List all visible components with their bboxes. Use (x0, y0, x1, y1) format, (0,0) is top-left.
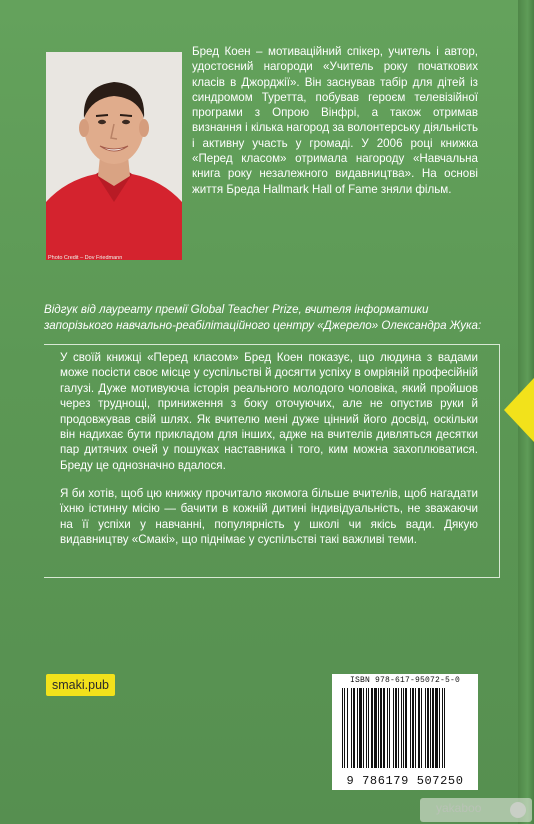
publisher-website: smaki.pub (46, 674, 115, 696)
barcode-bars (338, 688, 472, 770)
isbn-barcode (332, 674, 478, 790)
watermark-logo-icon (510, 802, 526, 818)
yellow-tab-marker (504, 378, 534, 442)
watermark-text: yakaboo (436, 801, 482, 815)
review-paragraph: У своїй книжці «Перед класом» Бред Коен показує, що людина з вадами може посісти своє місце у суспільстві й досягти успіху в омріяній професійній галузі. Дуже мотивуюча історія реального молодого чоловіка, який пройшов через труднощі, приниження з боку оточуючих, але не опустив руки й продовжував свій шлях. Як вчителю мені дуже цінний його досвід, оскільки він надихає бути прикладом для інших, адже на вчителів дивляться десятки пар дитячих очей у пошуках наставника і того, ким можна захоплюватися. Бреду це однозначно вдалося. (60, 351, 478, 472)
photo-credit: Photo Credit – Dov Friedmann (48, 255, 123, 261)
author-photo (46, 52, 182, 260)
isbn-label: ISBN 978-617-95072-5-0 (349, 676, 461, 685)
review-paragraph: Я би хотів, щоб цю книжку прочитало якомога більше вчителів, щоб нагадати їхню істинну місію — бачити в кожній дитині індивідуальність, не зважаючи на її успіхи у навчанні, популярність у школі чи якісь вади. Дякую видавництву «Смакі», що піднімає у суспільстві такі важливі теми. (60, 487, 478, 547)
author-bio: Бред Коен – мотиваційний спікер, учитель і автор, удостоєний нагороди «Учитель року початкових класів в Джорджії». Він заснував табір для дітей із синдромом Туретта, побував героєм телевізійної програми з Опрою Вінфрі, а також отримав визнання і кілька нагород за волонтерську діяльність і активну участь у громаді. У 2006 році книжка «Перед класом» отримала нагороду «Навчальна книга року незалежного видавництва». На основі життя Бреда Hallmark Hall of Fame зняли фільм. (192, 45, 478, 196)
watermark (420, 798, 532, 822)
barcode-digits: 9 786179 507250 (346, 774, 464, 788)
review-intro: Відгук від лауреату премії Global Teacher Prize, вчителя інформатики запорізького навчально-реабілітаційного центру «Джерело» Олександра Жука: (44, 303, 482, 332)
